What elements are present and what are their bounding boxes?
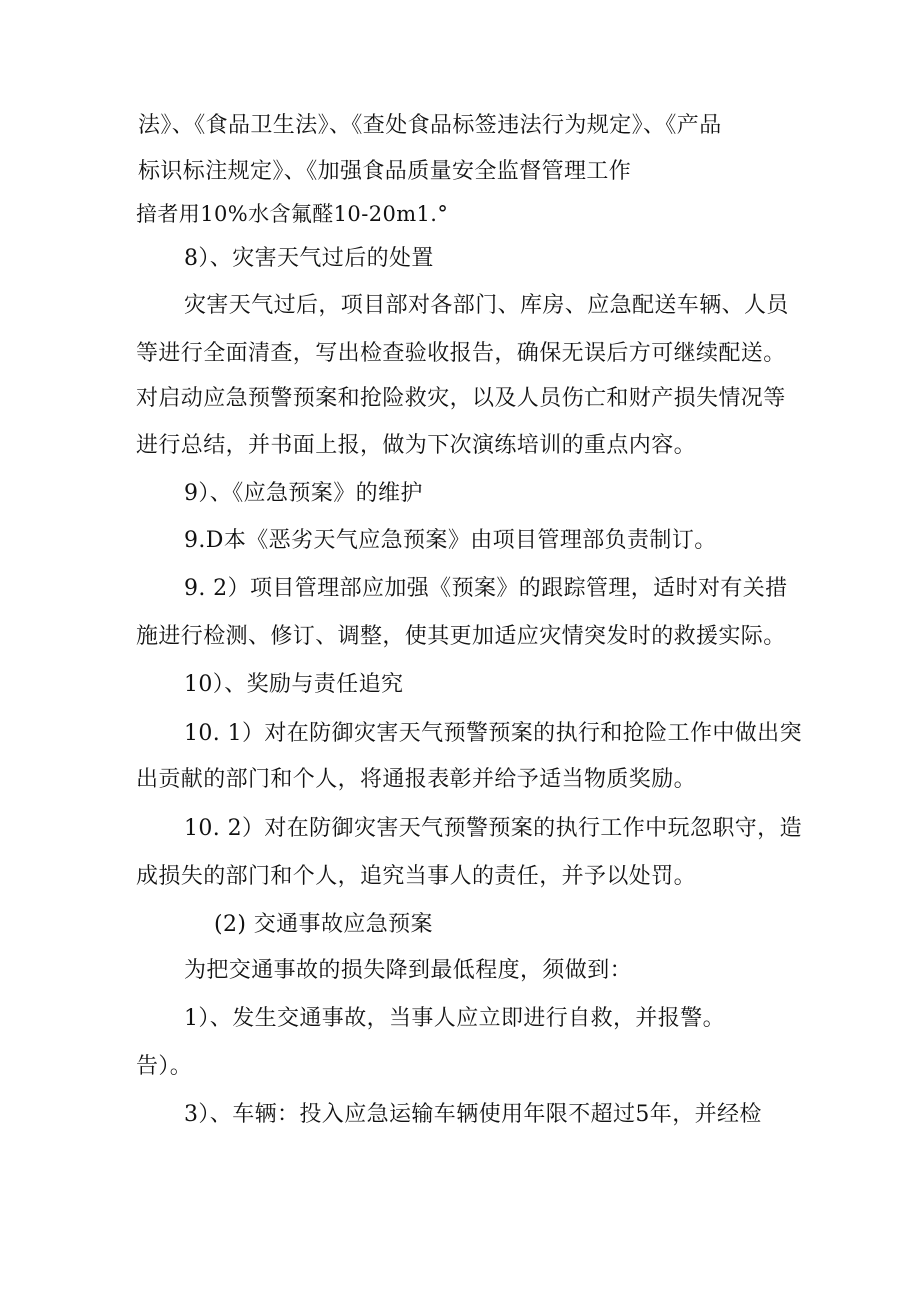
paragraph-line: 9.D本《恶劣天气应急预案》由项目管理部负责制订。 bbox=[184, 528, 717, 553]
paragraph-line: 等进行全面清查，写出检查验收报告，确保无误后方可继续配送。 bbox=[136, 341, 786, 366]
section-heading: 8）、灾害天气过后的处置 bbox=[184, 246, 434, 271]
paragraph-line: 10. 2）对在防御灾害天气预警预案的执行工作中玩忽职守，造 bbox=[184, 816, 802, 841]
text-line: 揞者用10%水含氟醛10-20m1.° bbox=[136, 202, 449, 226]
paragraph-line: 9. 2）项目管理部应加强《预案》的跟踪管理，适时对有关措 bbox=[184, 576, 788, 601]
paragraph-line: 对启动应急预警预案和抢险救灾，以及人员伤亡和财产损失情况等 bbox=[136, 386, 786, 411]
paragraph-line: 1）、发生交通事故，当事人应立即进行自救，并报警。 bbox=[184, 1006, 725, 1031]
paragraph-line: 出贡献的部门和个人，将通报表彰并给予适当物质奖励。 bbox=[136, 767, 697, 792]
text-line: 标识标注规定》、《加强食品质量安全监督管理工作 bbox=[138, 159, 632, 184]
paragraph-line: 进行总结，并书面上报，做为下次演练培训的重点内容。 bbox=[136, 433, 697, 458]
section-heading: 9）、《应急预案》的维护 bbox=[184, 481, 423, 506]
section-heading: (2) 交通事故应急预案 bbox=[214, 912, 433, 937]
paragraph-line: 成损失的部门和个人，追究当事人的责任，并予以处罚。 bbox=[136, 864, 697, 889]
paragraph-line: 3）、车辆：投入应急运输车辆使用年限不超过5年，并经检 bbox=[184, 1102, 762, 1127]
paragraph-line: 灾害天气过后，项目部对各部门、库房、应急配送车辆、人员 bbox=[184, 293, 789, 318]
paragraph-line: 为把交通事故的损失降到最低程度，须做到： bbox=[184, 958, 633, 983]
paragraph-line: 告）。 bbox=[136, 1054, 193, 1079]
paragraph-line: 施进行检测、修订、调整，使其更加适应灾情突发时的救援实际。 bbox=[136, 624, 786, 649]
paragraph-line: 10. 1）对在防御灾害天气预警预案的执行和抢险工作中做出突 bbox=[184, 721, 802, 746]
section-heading: 10）、奖励与责任追究 bbox=[184, 672, 404, 697]
text-line: 法》、《食品卫生法》、《查处食品标签违法行为规定》、《产品 bbox=[138, 113, 722, 138]
